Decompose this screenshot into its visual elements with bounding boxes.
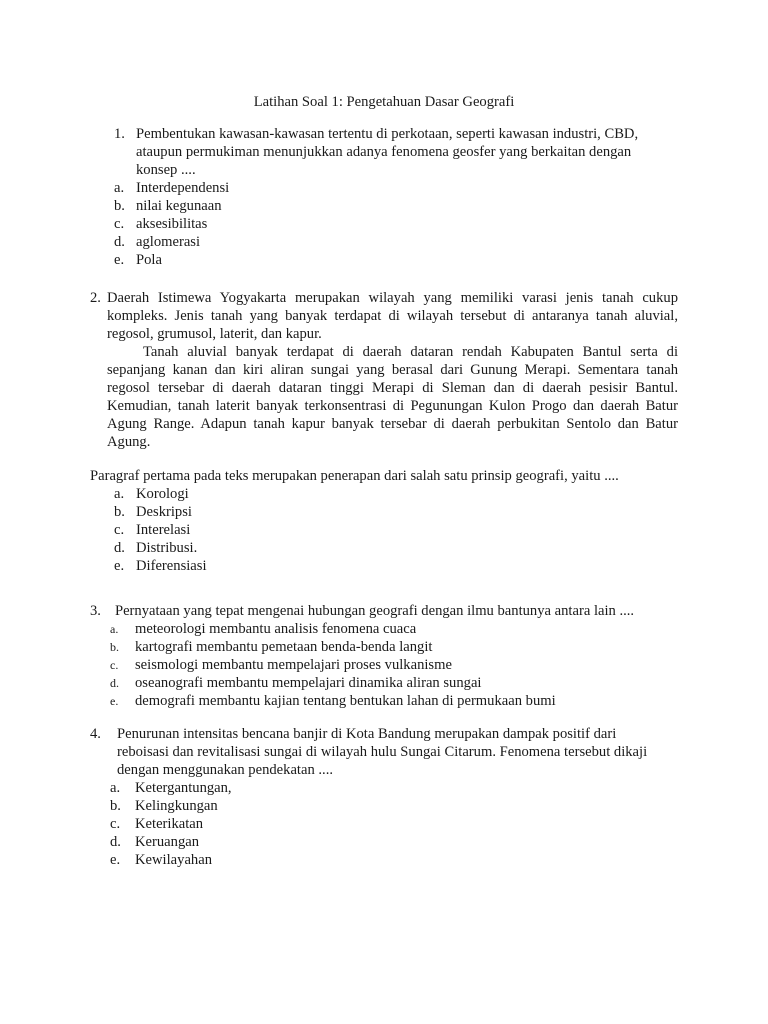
option-letter: e.	[114, 252, 125, 268]
question-2-options	[114, 485, 414, 575]
option-c	[114, 215, 648, 233]
option-text: Ketergantungan,	[135, 780, 232, 796]
option-text: demografi membantu kajian tentang bentukan lahan di permukaan bumi	[135, 693, 556, 709]
question-3-text: Pernyataan yang tepat mengenai hubungan geografi dengan ilmu bantunya antara lain ....	[114, 603, 635, 619]
option-letter: a.	[110, 780, 121, 796]
question-1-text: Pembentukan kawasan-kawasan tertentu di perkotaan, seperti kawasan industri, CBD, ataupun permukiman menunjukkan adanya fenomena geosfer yang berkaitan dengan konsep ....	[136, 126, 639, 178]
option-letter: b.	[110, 640, 119, 654]
question-2	[90, 289, 678, 451]
option-letter: c.	[110, 816, 121, 832]
option-a	[110, 779, 410, 797]
option-b	[110, 797, 410, 815]
question-3-number: 3.	[90, 603, 101, 619]
option-letter: c.	[110, 658, 119, 672]
option-d	[114, 539, 414, 557]
option-letter: d.	[110, 834, 121, 850]
option-e	[114, 251, 648, 269]
option-text: meteorologi membantu analisis fenomena cuaca	[135, 621, 417, 637]
option-letter: a.	[114, 180, 125, 196]
option-d	[114, 233, 648, 251]
option-a	[114, 179, 648, 197]
question-4-text: Penurunan intensitas bencana banjir di Kota Bandung merupakan dampak positif dari reboisasi dan revitalisasi sungai di wilayah hulu Sungai Citarum. Fenomena tersebut dikaji dengan menggunakan pendekatan ....	[117, 726, 648, 778]
option-text: oseanografi membantu mempelajari dinamika aliran sungai	[135, 675, 482, 691]
option-text: Kelingkungan	[135, 798, 218, 814]
option-c	[114, 521, 414, 539]
option-letter: e.	[110, 852, 121, 868]
question-1-stem	[114, 125, 648, 179]
option-text: nilai kegunaan	[136, 198, 222, 214]
question-1-number: 1.	[114, 126, 125, 142]
question-2-para1: Daerah Istimewa Yogyakarta merupakan wilayah yang memiliki varasi jenis tanah cukup kompleks. Jenis tanah yang banyak terdapat di wilayah tersebut di antaranya tanah aluvial, regosol, grumusol, laterit, dan kapur.	[107, 290, 678, 342]
option-a	[114, 485, 414, 503]
option-text: aglomerasi	[136, 234, 201, 250]
option-letter: d.	[114, 234, 125, 250]
question-1-options	[114, 179, 648, 269]
option-text: Keterikatan	[135, 816, 204, 832]
option-e	[114, 557, 414, 575]
option-text: Diferensiasi	[136, 558, 207, 574]
option-letter: e.	[110, 694, 119, 708]
option-text: kartografi membantu pemetaan benda-benda langit	[135, 639, 433, 655]
option-letter: d.	[114, 540, 125, 556]
question-4	[90, 725, 650, 779]
option-letter: a.	[110, 622, 119, 636]
option-letter: b.	[110, 798, 121, 814]
option-b	[114, 197, 648, 215]
option-text: seismologi membantu mempelajari proses vulkanisme	[135, 657, 452, 673]
option-letter: b.	[114, 504, 125, 520]
option-d	[110, 833, 410, 851]
option-text: Interelasi	[136, 522, 191, 538]
option-letter: c.	[114, 216, 125, 232]
option-text: Pola	[136, 252, 162, 268]
option-text: aksesibilitas	[136, 216, 208, 232]
option-d	[110, 674, 630, 692]
option-letter: b.	[114, 198, 125, 214]
option-c	[110, 815, 410, 833]
option-text: Korologi	[136, 486, 189, 502]
option-e	[110, 851, 410, 869]
option-text: Distribusi.	[136, 540, 198, 556]
option-letter: d.	[110, 676, 119, 690]
question-2-number: 2.	[90, 290, 101, 306]
question-4-number: 4.	[90, 726, 101, 742]
option-text: Keruangan	[135, 834, 200, 850]
option-e	[110, 692, 630, 710]
option-c	[110, 656, 630, 674]
question-3-stem	[90, 602, 634, 620]
option-letter: c.	[114, 522, 125, 538]
question-1	[114, 125, 648, 269]
option-text: Interdependensi	[136, 180, 230, 196]
option-b	[110, 638, 630, 656]
question-4-options	[110, 779, 410, 869]
question-2-prompt: Paragraf pertama pada teks merupakan penerapan dari salah satu prinsip geografi, yaitu ....	[90, 468, 619, 484]
page-title: Latihan Soal 1: Pengetahuan Dasar Geografi	[253, 94, 515, 110]
option-letter: e.	[114, 558, 125, 574]
question-2-paragraph-1	[90, 289, 678, 343]
option-text: Deskripsi	[136, 504, 192, 520]
option-a	[110, 620, 630, 638]
question-3-options	[110, 620, 630, 710]
option-b	[114, 503, 414, 521]
question-4-stem	[90, 725, 650, 779]
question-2-para2: Tanah aluvial banyak terdapat di daerah dataran rendah Kabupaten Bantul serta di sepanjang kanan dan kiri aliran sungai yang berasal dari Gunung Merapi. Sementara tanah regosol tersebar di daerah dataran tinggi Merapi di Sleman dan di daerah pesisir Bantul. Kemudian, tanah laterit banyak terkonsentrasi di Pegunungan Kulon Progo dan daerah Batur Agung Range. Adapun tanah kapur banyak tersebar di daerah perbukitan Sentolo dan Batur Agung.	[107, 344, 678, 450]
option-text: Kewilayahan	[135, 852, 212, 868]
option-letter: a.	[114, 486, 125, 502]
